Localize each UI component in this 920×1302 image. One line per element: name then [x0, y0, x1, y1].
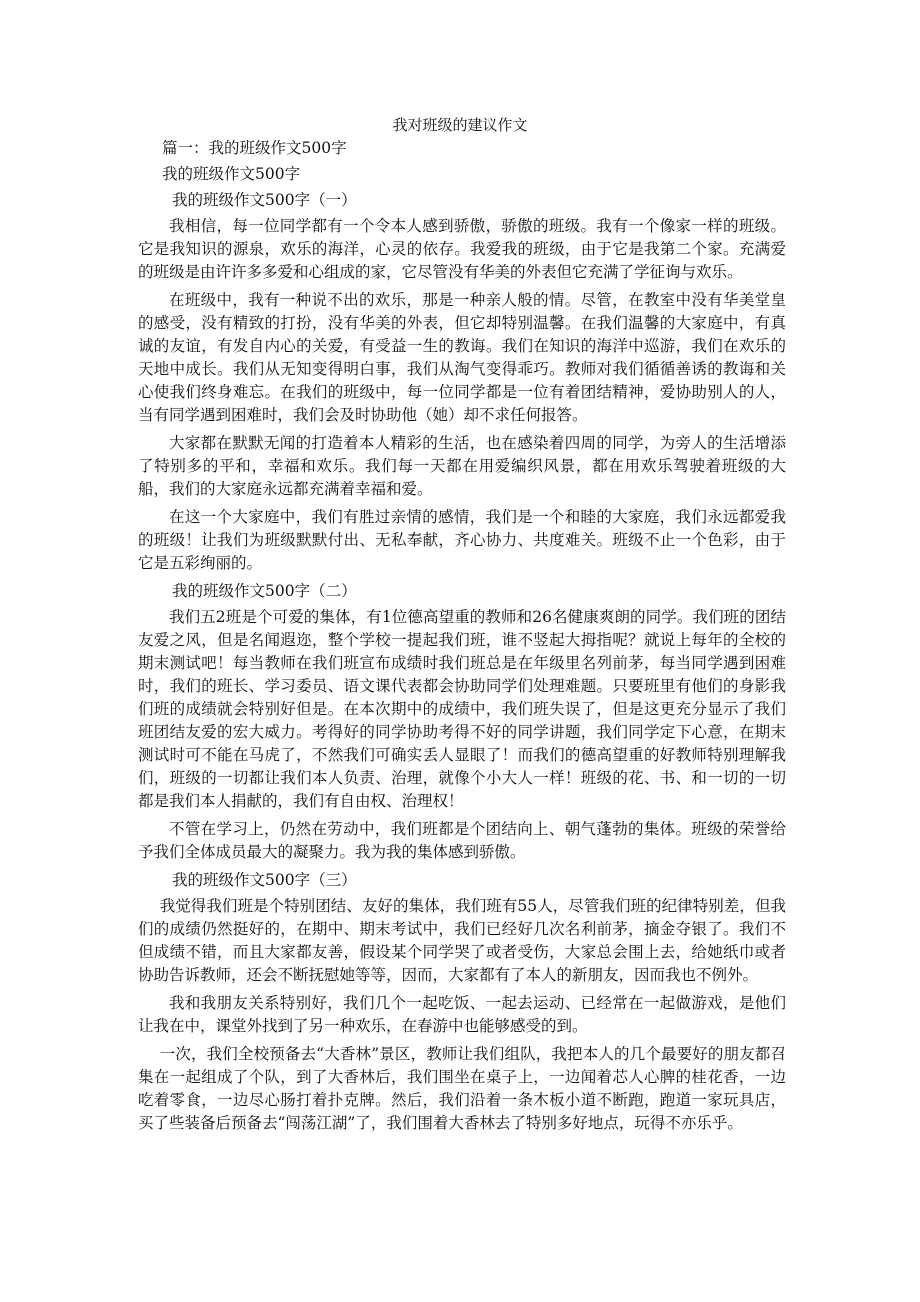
document-title: 我对班级的建议作文: [392, 116, 528, 134]
section1-paragraph-2: 在班级中，我有一种说不出的欢乐，那是一种亲人般的情。尽管，在教室中没有华美堂皇的感受，没有精致的打扮，没有华美的外表，但它却特别温馨。在我们温馨的大家庭中，有真诚的友谊，有发自内心的关爱，有受益一生的教诲。我们在知识的海洋中巡游，我们在欢乐的天地中成长。我们从无知变得明白事，我们从淘气变得乖巧。教师对我们循循善诱的教诲和关心使我们终身难忘。在我们的班级中，每一位同学都是一位有着团结精神，爱协助别人的人，当有同学遇到困难时，我们会及时协助他（她）却不求任何报答。: [138, 291, 786, 424]
section3-paragraph-3: 一次，我们全校预备去“大香林”景区，教师让我们组队，我把本人的几个最要好的朋友都召集在一起组成了个队，到了大香林后，我们围坐在桌子上，一边闻着芯人心脾的桂花香，一边吃着零食，一边尽心肠打着扑克牌。然后，我们沿着一条木板小道不断跑，跑道一家玩具店，买了些装备后预备去“闯荡江湖”了，我们围着大香林去了特别多好地点，玩得不亦乐乎。: [138, 1045, 786, 1132]
section3-heading: 我的班级作文500字（三）: [172, 871, 357, 889]
section2-paragraph-1: 我们五2班是个可爱的集体，有1位德高望重的教师和26名健康爽朗的同学。我们班的团结友爱之风，但是名闻遐迩，整个学校一提起我们班，谁不竖起大拇指呢？就说上每年的全校的期末测试吧！每当教师在我们班宣布成绩时我们班总是在年级里名列前茅，每当同学遇到困难时，我们的班长、学习委员、语文课代表都会协助同学们处理难题。只要班里有他们的身影我们班的成绩就会特别好但是。在本次期中的成绩中，我们班失误了，但是这更充分显示了我们班团结友爱的宏大威力。考得好的同学协助考得不好的同学讲题，我们同学定下心意，在期末测试时可不能在马虎了，不然我们可确实丢人显眼了！而我们的德高望重的好教师特别理解我们，班级的一切都让我们本人负责、治理，就像个小大人一样！班级的花、书、和一切的一切都是我们本人捐献的，我们有自由权、治理权！: [138, 608, 786, 810]
sub-heading: 我的班级作文500字: [162, 165, 301, 183]
document-body: [138, 137, 786, 1140]
section3-paragraph-2: 我和我朋友关系特别好，我们几个一起吃饭、一起去运动、已经常在一起做游戏，是他们让我在中，课堂外找到了另一种欢乐，在春游中也能够感受的到。: [138, 994, 786, 1035]
section1-paragraph-4: 在这一个大家庭中，我们有胜过亲情的感情，我们是一个和睦的大家庭，我们永远都爱我的班级！让我们为班级默默付出、无私奉献，齐心协力、共度难关。班级不止一个色彩，由于它是五彩绚丽的。: [138, 508, 786, 572]
section3-paragraph-1: 我觉得我们班是个特别团结、友好的集体，我们班有55人，尽管我们班的纪律特别差，但我们的成绩仍然挺好的，在期中、期末考试中，我们已经好几次名利前茅，摘金夺银了。我们不但成绩不错，而且大家都友善，假设某个同学哭了或者受伤，大家总会围上去，给她纸巾或者协助告诉教师，还会不断抚慰她等等，因而，大家都有了本人的新朋友，因而我也不例外。: [138, 897, 786, 984]
section2-paragraph-2: 不管在学习上，仍然在劳动中，我们班都是个团结向上、朝气蓬勃的集体。班级的荣誉给予我们全体成员最大的凝聚力。我为我的集体感到骄傲。: [138, 820, 786, 861]
section2-heading: 我的班级作文500字（二）: [172, 582, 357, 600]
main-heading: 篇一：我的班级作文500字: [162, 139, 347, 157]
section1-paragraph-3: 大家都在默默无闻的打造着本人精彩的生活，也在感染着四周的同学，为旁人的生活增添了特别多的平和，幸福和欢乐。我们每一天都在用爱编织风景，都在用欢乐驾驶着班级的大船，我们的大家庭永远都充满着幸福和爱。: [138, 434, 786, 498]
section1-heading: 我的班级作文500字（一）: [172, 191, 357, 209]
section1-paragraph-1: 我相信，每一位同学都有一个令本人感到骄傲，骄傲的班级。我有一个像家一样的班级。它是我知识的源泉，欢乐的海洋，心灵的依存。我爱我的班级，由于它是我第二个家。充满爱的班级是由许许多多爱和心组成的家，它尽管没有华美的外表但它充满了学征询与欢乐。: [138, 217, 786, 281]
